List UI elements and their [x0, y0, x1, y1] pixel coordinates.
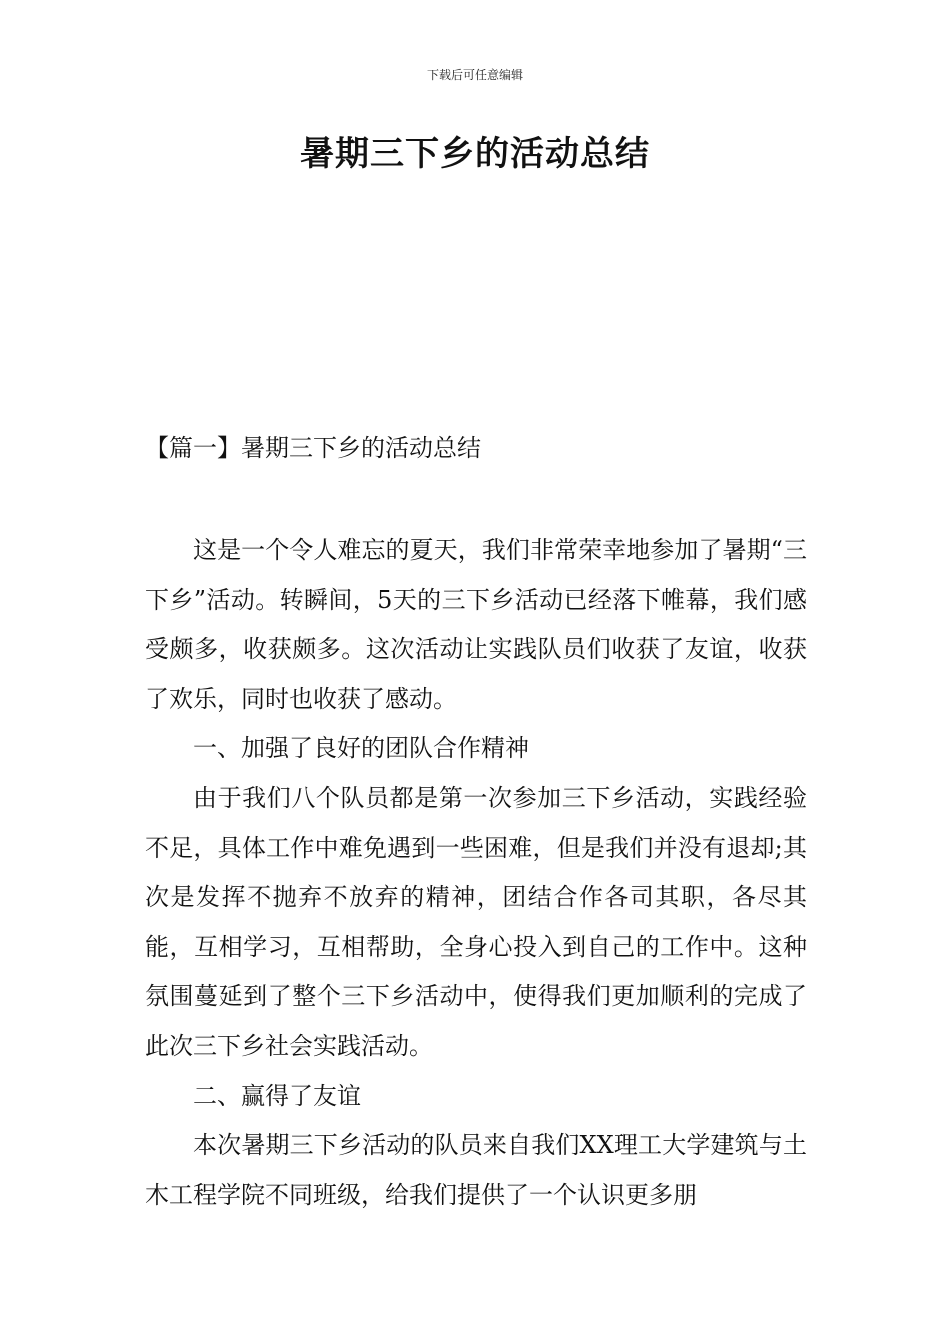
subheading-teamwork: 一、加强了良好的团队合作精神: [193, 734, 529, 763]
header-note: 下载后可任意编辑: [426, 68, 523, 82]
paragraph-teamwork: 由于我们八个队员都是第一次参加三下乡活动，实践经验不足，具体工作中难免遇到一些困难，但是我们并没有退却;其次是发挥不抛弃不放弃的精神，团结合作各司其职，各尽其能，互相学习，互相帮助，全身心投入到自己的工作中。这种氛围蔓延到了整个三下乡活动中，使得我们更加顺利的完成了此次三下乡社会实践活动。: [145, 783, 807, 1060]
section-heading: 【篇一】暑期三下乡的活动总结: [145, 434, 481, 462]
paragraph-friendship: 本次暑期三下乡活动的队员来自我们XX理工大学建筑与土木工程学院不同班级，给我们提供了一个认识更多朋: [145, 1131, 807, 1209]
document-body: [145, 526, 807, 1220]
document-title: 暑期三下乡的活动总结: [300, 134, 650, 174]
subheading-friendship: 二、赢得了友谊: [193, 1081, 361, 1110]
paragraph-intro: 这是一个令人难忘的夏天，我们非常荣幸地参加了暑期“三下乡”活动。转瞬间，5天的三下乡活动已经落下帷幕，我们感受颇多，收获颇多。这次活动让实践队员们收获了友谊，收获了欢乐，同时也收获了感动。: [145, 536, 807, 713]
